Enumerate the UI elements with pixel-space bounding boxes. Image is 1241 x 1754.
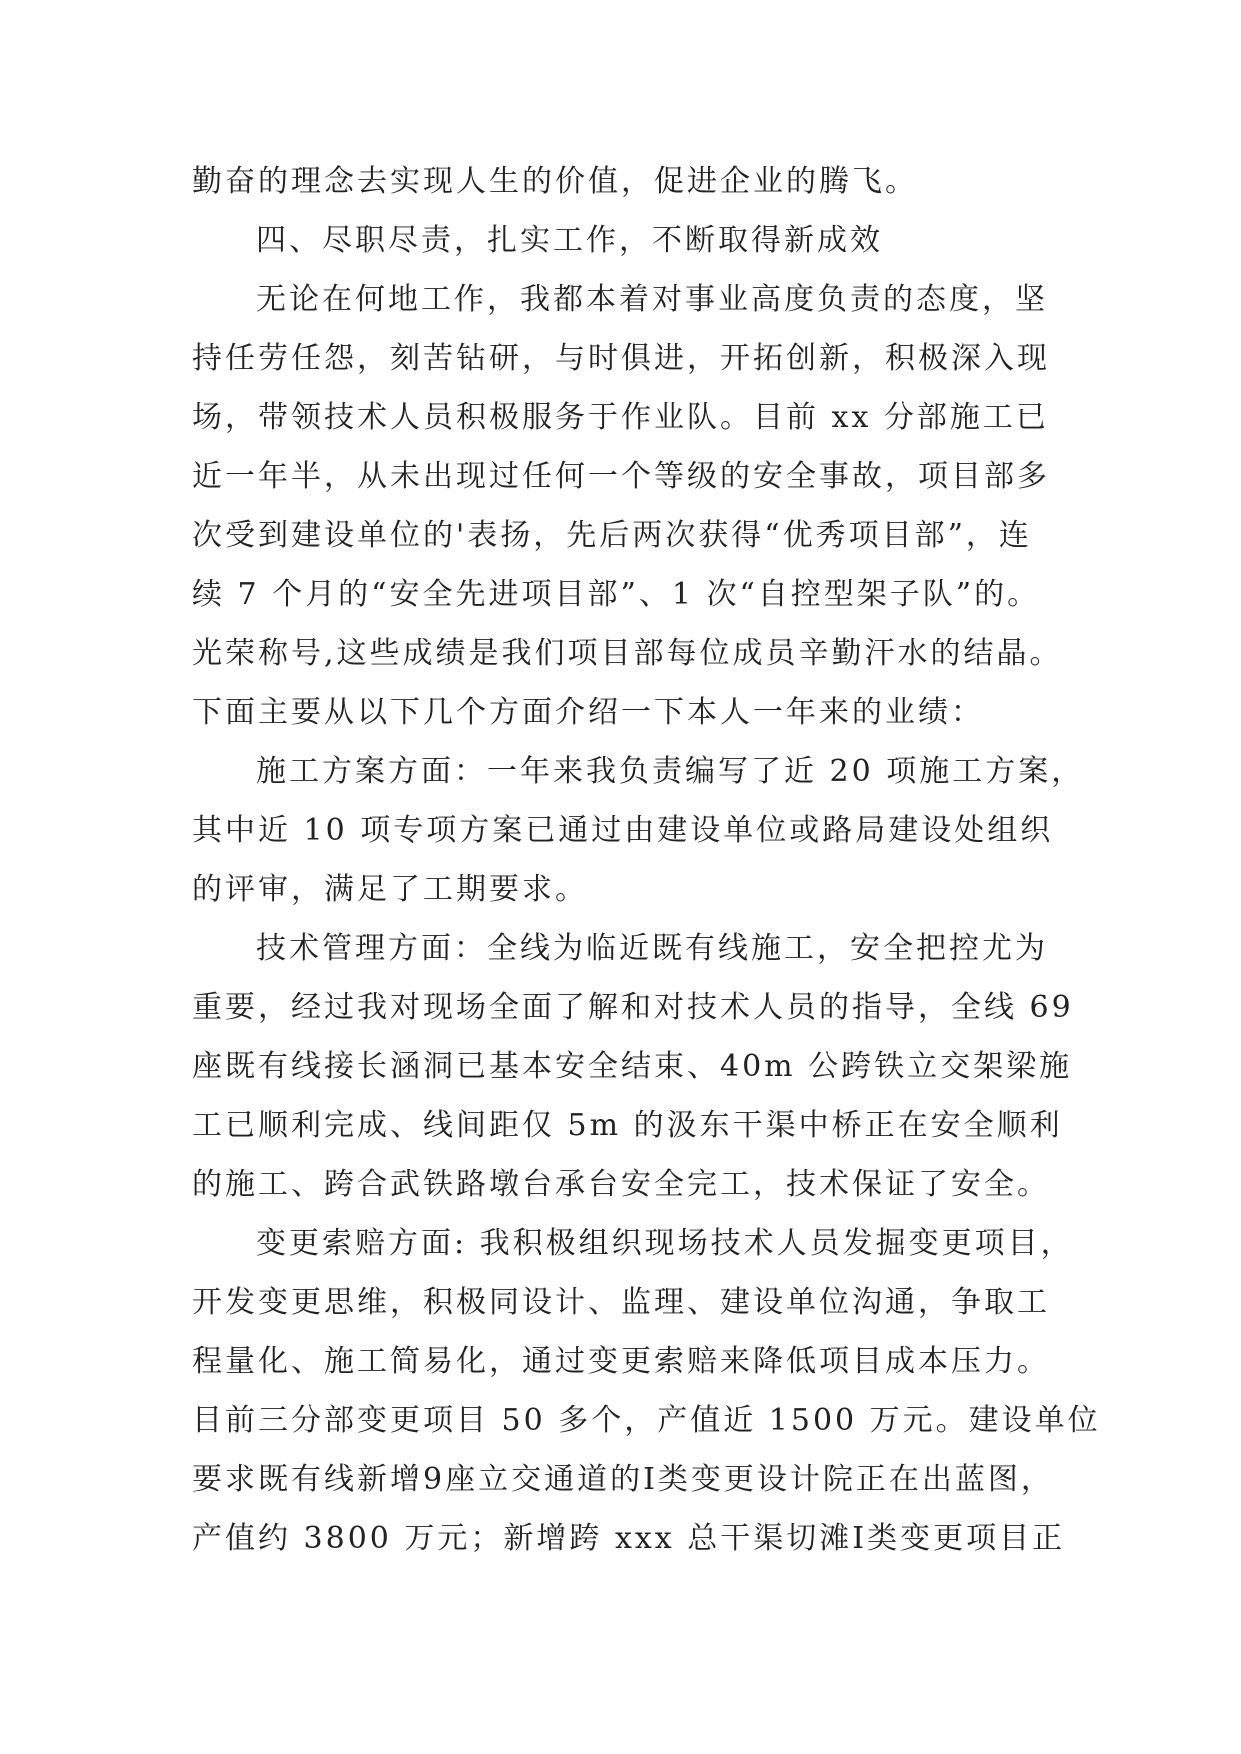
text-line: 产值约 3800 万元；新增跨 xxx 总干渠切滩Ⅰ类变更项目正 — [192, 1521, 1066, 1556]
text-line: 的评审，满足了工期要求。 — [192, 872, 588, 907]
text-line: 近一年半，从未出现过任何一个等级的安全事故，项目部多 — [192, 459, 1050, 494]
text-line: 其中近 10 项专项方案已通过由建设单位或路局建设处组织 — [192, 813, 1054, 848]
text-line: 重要，经过我对现场全面了解和对技术人员的指导，全线 69 — [192, 990, 1074, 1025]
text-line: 次受到建设单位的'表扬，先后两次获得“优秀项目部”，连 — [192, 518, 1032, 553]
text-line: 施工方案方面：一年来我负责编写了近 20 项施工方案， — [256, 754, 1085, 789]
text-line: 的施工、跨合武铁路墩台承台安全完工，技术保证了安全。 — [192, 1167, 1050, 1202]
text-line: 变更索赔方面: 我积极组织现场技术人员发掘变更项目， — [256, 1226, 1074, 1261]
text-line: 技术管理方面：全线为临近既有线施工，安全把控尤为 — [256, 931, 1048, 966]
text-line: 开发变更思维，积极同设计、监理、建设单位沟通，争取工 — [192, 1285, 1050, 1320]
section-heading: 四、尽职尽责，扎实工作，不断取得新成效 — [256, 223, 883, 258]
text-line: 下面主要从以下几个方面介绍一下本人一年来的业绩： — [192, 695, 984, 730]
text-line: 工已顺利完成、线间距仅 5m 的汲东干渠中桥正在安全顺利 — [192, 1108, 1063, 1143]
text-line: 目前三分部变更项目 50 多个，产值近 1500 万元。建设单位 — [192, 1403, 1101, 1438]
text-line: 场，带领技术人员积极服务于作业队。目前 xx 分部施工已 — [192, 400, 1049, 435]
body-text — [192, 152, 1101, 1568]
text-line: 勤奋的理念去实现人生的价值，促进企业的腾飞。 — [192, 164, 918, 199]
text-line: 光荣称号,这些成绩是我们项目部每位成员辛勤汗水的结晶。 — [192, 636, 1063, 671]
text-line: 无论在何地工作，我都本着对事业高度负责的态度，坚 — [256, 282, 1048, 317]
text-line: 程量化、施工简易化，通过变更索赔来降低项目成本压力。 — [192, 1344, 1050, 1379]
text-line: 续 7 个月的“安全先进项目部”、1 次“自控型架子队”的。 — [192, 577, 1041, 612]
text-line: 持任劳任怨，刻苦钻研，与时俱进，开拓创新，积极深入现 — [192, 341, 1050, 376]
text-line: 要求既有线新增9座立交通道的Ⅰ类变更设计院正在出蓝图， — [192, 1462, 1054, 1497]
text-line: 座既有线接长涵洞已基本安全结束、40m 公跨铁立交架梁施 — [192, 1049, 1073, 1084]
